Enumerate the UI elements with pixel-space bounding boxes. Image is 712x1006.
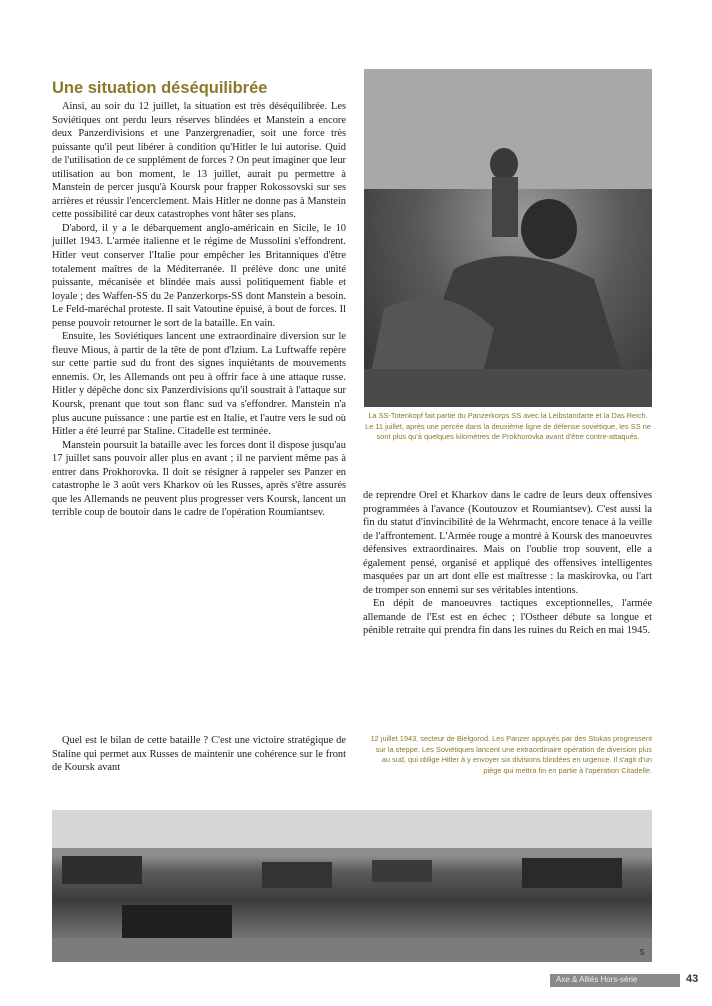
photo-illustration: [364, 69, 652, 407]
paragraph: de reprendre Orel et Kharkov dans le cadre de leurs deux offensives programmées à l'avance (Koutouzov et Roumiantsev). C'est aussi la fin du statut d'invincibilité de la Wehrmacht, encore tenace à la veille de l'affrontement. L'Armée rouge a montré à Koursk des manoeuvres défensives extraordinaires. Mais on l'oublie trop souvent, elle a également pensé, organisé et appliqué des offensives intelligentes masquées par un art dont elle est maîtresse : la maskirovka, ou l'art de tromper son ennemi sur ses véritables intentions.: [363, 490, 652, 596]
article-column-left: [52, 100, 346, 520]
photo-caption-bottom: 12 juillet 1943, secteur de Bielgorod. Les Panzer appuyés par des Stukas progressent sur la steppe. Les Soviétiques lancent une extraordinaire opération de diversion plus au sud, qui oblige Hitler à y envoyer six divisions blindées en urgence. Il s'agit d'un piège qui mettra fin en partie à l'opération Citadelle.: [370, 734, 652, 776]
page-number: 43: [686, 973, 699, 985]
section-heading: Une situation déséquilibrée: [52, 79, 268, 97]
paragraph: En dépit de manoeuvres tactiques exceptionnelles, l'armée allemande de l'Est est en échec ; l'Ostheer débute sa longue et pénible retraite qui prendra fin dans les ruines du Reich en mai 1945.: [363, 598, 652, 637]
photo-illustration: [52, 810, 652, 962]
paragraph: Quel est le bilan de cette bataille ? C'est une victoire stratégique de Staline qui permet aux Russes de maintenir une cohérence sur le front de Koursk avant: [52, 735, 346, 774]
paragraph: Manstein poursuit la bataille avec les forces dont il dispose jusqu'au 17 juillet sans pouvoir aller plus en avant ; il ne parvient même pas à entrer dans Prokhorovka. Il doit se résigner à rappeler ses Panzer en catastrophe le 3 août vers Kharkov où les Russes, après s'être assurés que les Allemands ne peuvent plus progresser vers Koursk, lancent un terrible coup de boutoir dans le cadre de l'opération Roumiantsev.: [52, 439, 346, 519]
paragraph: D'abord, il y a le débarquement anglo-américain en Sicile, le 10 juillet 1943. L'armée italienne et le régime de Mussolini s'effondrent. Hitler veut conserver l'Italie pour empêcher les Britanniques d'être totalement maîtres de la Méditerranée. Il prélève donc une unité puissante, mécanisée et blindée mais aussi politiquement fiable et loyale ; des Waffen-SS du 2e Panzerkorps-SS dont Manstein a besoin. Le Feld-maréchal proteste. Il sait Vatoutine épuisé, à bout de forces. Il pense pouvoir retourner le sort de la bataille. En vain.: [52, 222, 346, 329]
photo-caption-top: La SS-Totenkopf fait partie du Panzerkorps SS avec la Leibstandarte et la Das Reich. Le 11 juillet, après une percée dans la deuxième ligne de défense soviétique, les SS ne sont plus qu'à quelques kilomètres de Prokhorovka avant d'être contre-attaqués.: [365, 411, 651, 442]
article-column-right: [363, 489, 652, 638]
photo-number: 5: [640, 948, 645, 957]
photo-ss-soldier: [364, 69, 652, 407]
paragraph: Ainsi, au soir du 12 juillet, la situation est très déséquilibrée. Les Soviétiques ont perdu leurs réserves blindées et Manstein a encore deux Panzerdivisions et une Panzergrenadier, soit une force très puissante qu'il peut libérer à condition qu'Hitler le lui autorise. Quid de l'utilisation de ce supplément de forces ? On peut imaginer que leur utilisation au bon moment, le 13 juillet, aurait pu permettre à Manstein de percer jusqu'à Koursk pour frapper Rokossovski sur ses arrières et réussir l'encerclement. Mais Hitler ne donne pas à Manstein cette possibilité car deux catastrophes vont hâter ses plans.: [52, 101, 346, 221]
folio-label: Axe & Alliés Hors-série: [556, 975, 638, 984]
photo-panzers-steppe: [52, 810, 652, 962]
article-column-left-bottom: [52, 734, 346, 775]
paragraph: Ensuite, les Soviétiques lancent une extraordinaire diversion sur le fleuve Mious, à partir de la tête de pont d'Izium. La Luftwaffe repère sur cette partie sud du front des signes inquiétants de mouvements ennemis. Or, les Allemands ont peu à offrir face à une attaque russe. Hitler y dépêche donc six Panzerdivisions qu'il soustrait à l'attaque sur Koursk, prenant que tout son flanc sud va s'effondrer. Manstein n'a plus aucune puissance : une partie est en Italie, et l'autre vers le sud où Hitler a été leurré par Staline. Citadelle est terminée.: [52, 331, 346, 438]
